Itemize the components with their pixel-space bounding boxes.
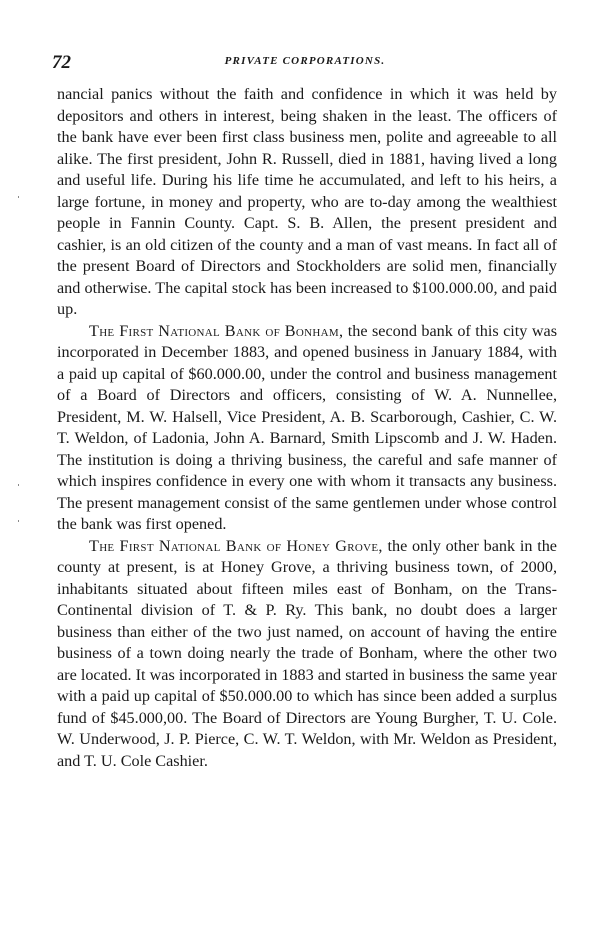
paragraph-1 — [57, 84, 557, 321]
margin-speck — [18, 520, 19, 522]
paragraph-1-text: nancial panics without the faith and confidence in which it was held by depositors and others in interest, being shaken in the least. The officers of the bank have ever been first class business men, polite and agreeable to all alike. The first president, John R. Russell, died in 1881, having lived a long and useful life. During his life time he accumulated, and left to his heirs, a large fortune, in money and property, who are to-day among the wealthiest people in Fannin County. Capt. S. B. Allen, the present president and cashier, is an old citizen of the county and a man of vast means. In fact all of the present Board of Directors and Stockholders are solid men, financially and otherwise. The capital stock has been increased to $100.000.00, and paid up. — [57, 85, 557, 318]
page-number: 72 — [52, 52, 71, 73]
paragraph-3 — [57, 536, 557, 773]
body-text — [57, 84, 557, 772]
paragraph-3-text: the only other bank in the county at present, is at Honey Grove, a thriving business town, of 2000, inhabitants situated about fifteen miles east of Bonham, on the Trans-Continental division of T. & P. Ry. This bank, no doubt does a larger business than either of the two just named, on account of having the entire business of a town doing nearly the trade of Bonham, where the other two are located. It was incorporated in 1883 and started in business the same year with a paid up capital of $50.000.00 to which has since been added a surplus fund of $45.000,00. The Board of Directors are Young Burgher, T. U. Cole. W. Underwood, J. P. Pierce, C. W. T. Weldon, with Mr. Weldon as President, and T. U. Cole Cashier. — [57, 536, 557, 770]
margin-speck — [18, 484, 19, 486]
paragraph-2 — [57, 321, 557, 536]
margin-speck — [18, 196, 19, 198]
paragraph-2-text: the second bank of this city was incorporated in December 1883, and opened business in January 1884, with a paid up capital of $60.000.00, under the control and business management of a Board of Directors and officers, consisting of W. A. Nunnellee, President, M. W. Halsell, Vice President, A. B. Scarborough, Cashier, C. W. T. Weldon, of Ladonia, John A. Barnard, Smith Lipscomb and J. W. Haden. The institution is doing a thriving business, the careful and safe manner of which inspires confidence in every one with whom it transacts any business. The present management consist of the same gentlemen under whose control the bank was first opened. — [57, 321, 558, 533]
page-header — [52, 52, 558, 74]
paragraph-2-lead: The First National Bank of Bonham, — [89, 321, 344, 340]
paragraph-3-lead: The First National Bank of Honey Grove, — [89, 536, 383, 555]
running-head: PRIVATE CORPORATIONS. — [224, 55, 386, 67]
